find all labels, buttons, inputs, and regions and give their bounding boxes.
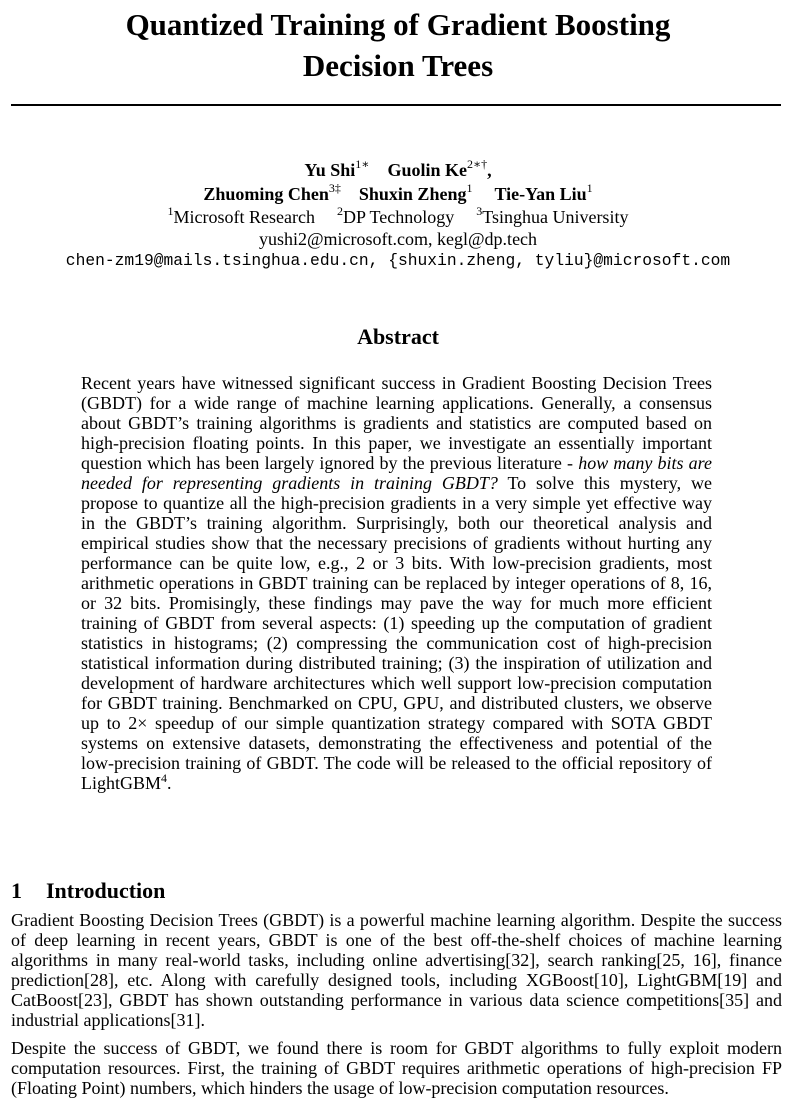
author-guolin-ke: Guolin $Ke^{2∗\dagger}$, bbox=[387, 157, 492, 180]
section-heading-introduction bbox=[11, 877, 781, 905]
author-line-2 bbox=[0, 182, 796, 206]
section-number: 1 bbox=[11, 878, 22, 903]
title-line-2: Decision Trees bbox=[302, 48, 494, 83]
affiliation-3: $^3$Tsinghua University bbox=[476, 204, 629, 227]
author-zhuoming-chen: Zhuoming Chen$^{3\ddagger}$ bbox=[203, 181, 341, 204]
affiliation-2: $^2$DP Technology bbox=[336, 204, 455, 227]
intro-paragraph-1: Gradient Boosting Decision Trees (GBDT) is a powerful machine learning algorithm. Despite the success of deep learning in recent years, GBDT is one of the best off-the-shelf choices of machine learning algorithms in many real-world tasks, including online advertising[32], search ranking[25, 16], finance prediction[28], etc. Along with carefully designed tools, including XGBoost[10], LightGBM[19] and CatBoost[23], GBDT has shown outstanding performance in various data science competitions[35] and industrial applications[31]. bbox=[11, 910, 782, 1030]
author-block bbox=[0, 158, 796, 272]
introduction-body bbox=[11, 910, 782, 1106]
affiliation-1: $^1$Microsoft Research bbox=[167, 204, 315, 227]
abstract-heading: Abstract bbox=[357, 324, 439, 349]
title-line-1: Quantized Training of Gradient Boosting bbox=[125, 7, 671, 42]
author-yu-shi: Yu Shi$^{1∗}$ bbox=[304, 157, 370, 180]
title-rule bbox=[11, 104, 781, 106]
author-line-1 bbox=[0, 158, 796, 182]
footnote-marker: 4 bbox=[161, 771, 168, 785]
abstract-question: how many bits are needed for representing gradients in training GBDT? bbox=[81, 453, 713, 493]
affiliations bbox=[0, 206, 796, 228]
email-line-1: yushi2@microsoft.com, kegl@dp.tech bbox=[258, 229, 538, 249]
email-line-2: chen-zm19@mails.tsinghua.edu.cn, {shuxin.zheng, tyliu}@microsoft.com bbox=[65, 251, 731, 270]
abstract-body bbox=[81, 373, 712, 793]
author-shuxin-zheng: Shuxin Zheng$^1$ bbox=[358, 181, 473, 204]
paper-title bbox=[0, 4, 796, 86]
intro-paragraph-2: Despite the success of GBDT, we found there is room for GBDT algorithms to fully exploit modern computation resources. First, the training of GBDT requires arithmetic operations of high-precision FP (Floating Point) numbers, which hinders the usage of low-precision computation resources. bbox=[11, 1038, 782, 1098]
author-tie-yan-liu: Tie-Yan Liu$^1$ bbox=[494, 181, 593, 204]
section-title: Introduction bbox=[46, 878, 166, 903]
abstract-paragraph: Recent years have witnessed significant success in Gradient Boosting Decision Trees (GBDT) for a wide range of machine learning applications. Generally, a consensus about GBDT’s training algorithms is gradients and statistics are computed based on high-precision floating points. In this paper, we investigate an essentially important question which has been largely ignored by the previous literature - how many bits are needed for representing gradients in training GBDT? To solve this mystery, we propose to quantize all the high-precision gradients in a very simple yet effective way in the GBDT’s training algorithm. Surprisingly, both our theoretical analysis and empirical studies show that the necessary precisions of gradients without hurting any performance can be quite low, e.g., 2 or 3 bits. With low-precision gradients, most arithmetic operations in GBDT training can be replaced by integer operations of 8, 16, or 32 bits. Promisingly, these findings may pave the way for much more efficient training of GBDT from several aspects: (1) speeding up the computation of gradient statistics in histograms; (2) compressing the communication cost of high-precision statistical information during distributed training; (3) the inspiration of utilization and development of hardware architectures which well support low-precision computation for GBDT training. Benchmarked on CPU, GPU, and distributed clusters, we observe up to 2× speedup of our simple quantization strategy compared with SOTA GBDT systems on extensive datasets, demonstrating the effectiveness and potential of the low-precision training of GBDT. The code will be released to the official repository of LightGBM$^4$. bbox=[81, 373, 713, 793]
